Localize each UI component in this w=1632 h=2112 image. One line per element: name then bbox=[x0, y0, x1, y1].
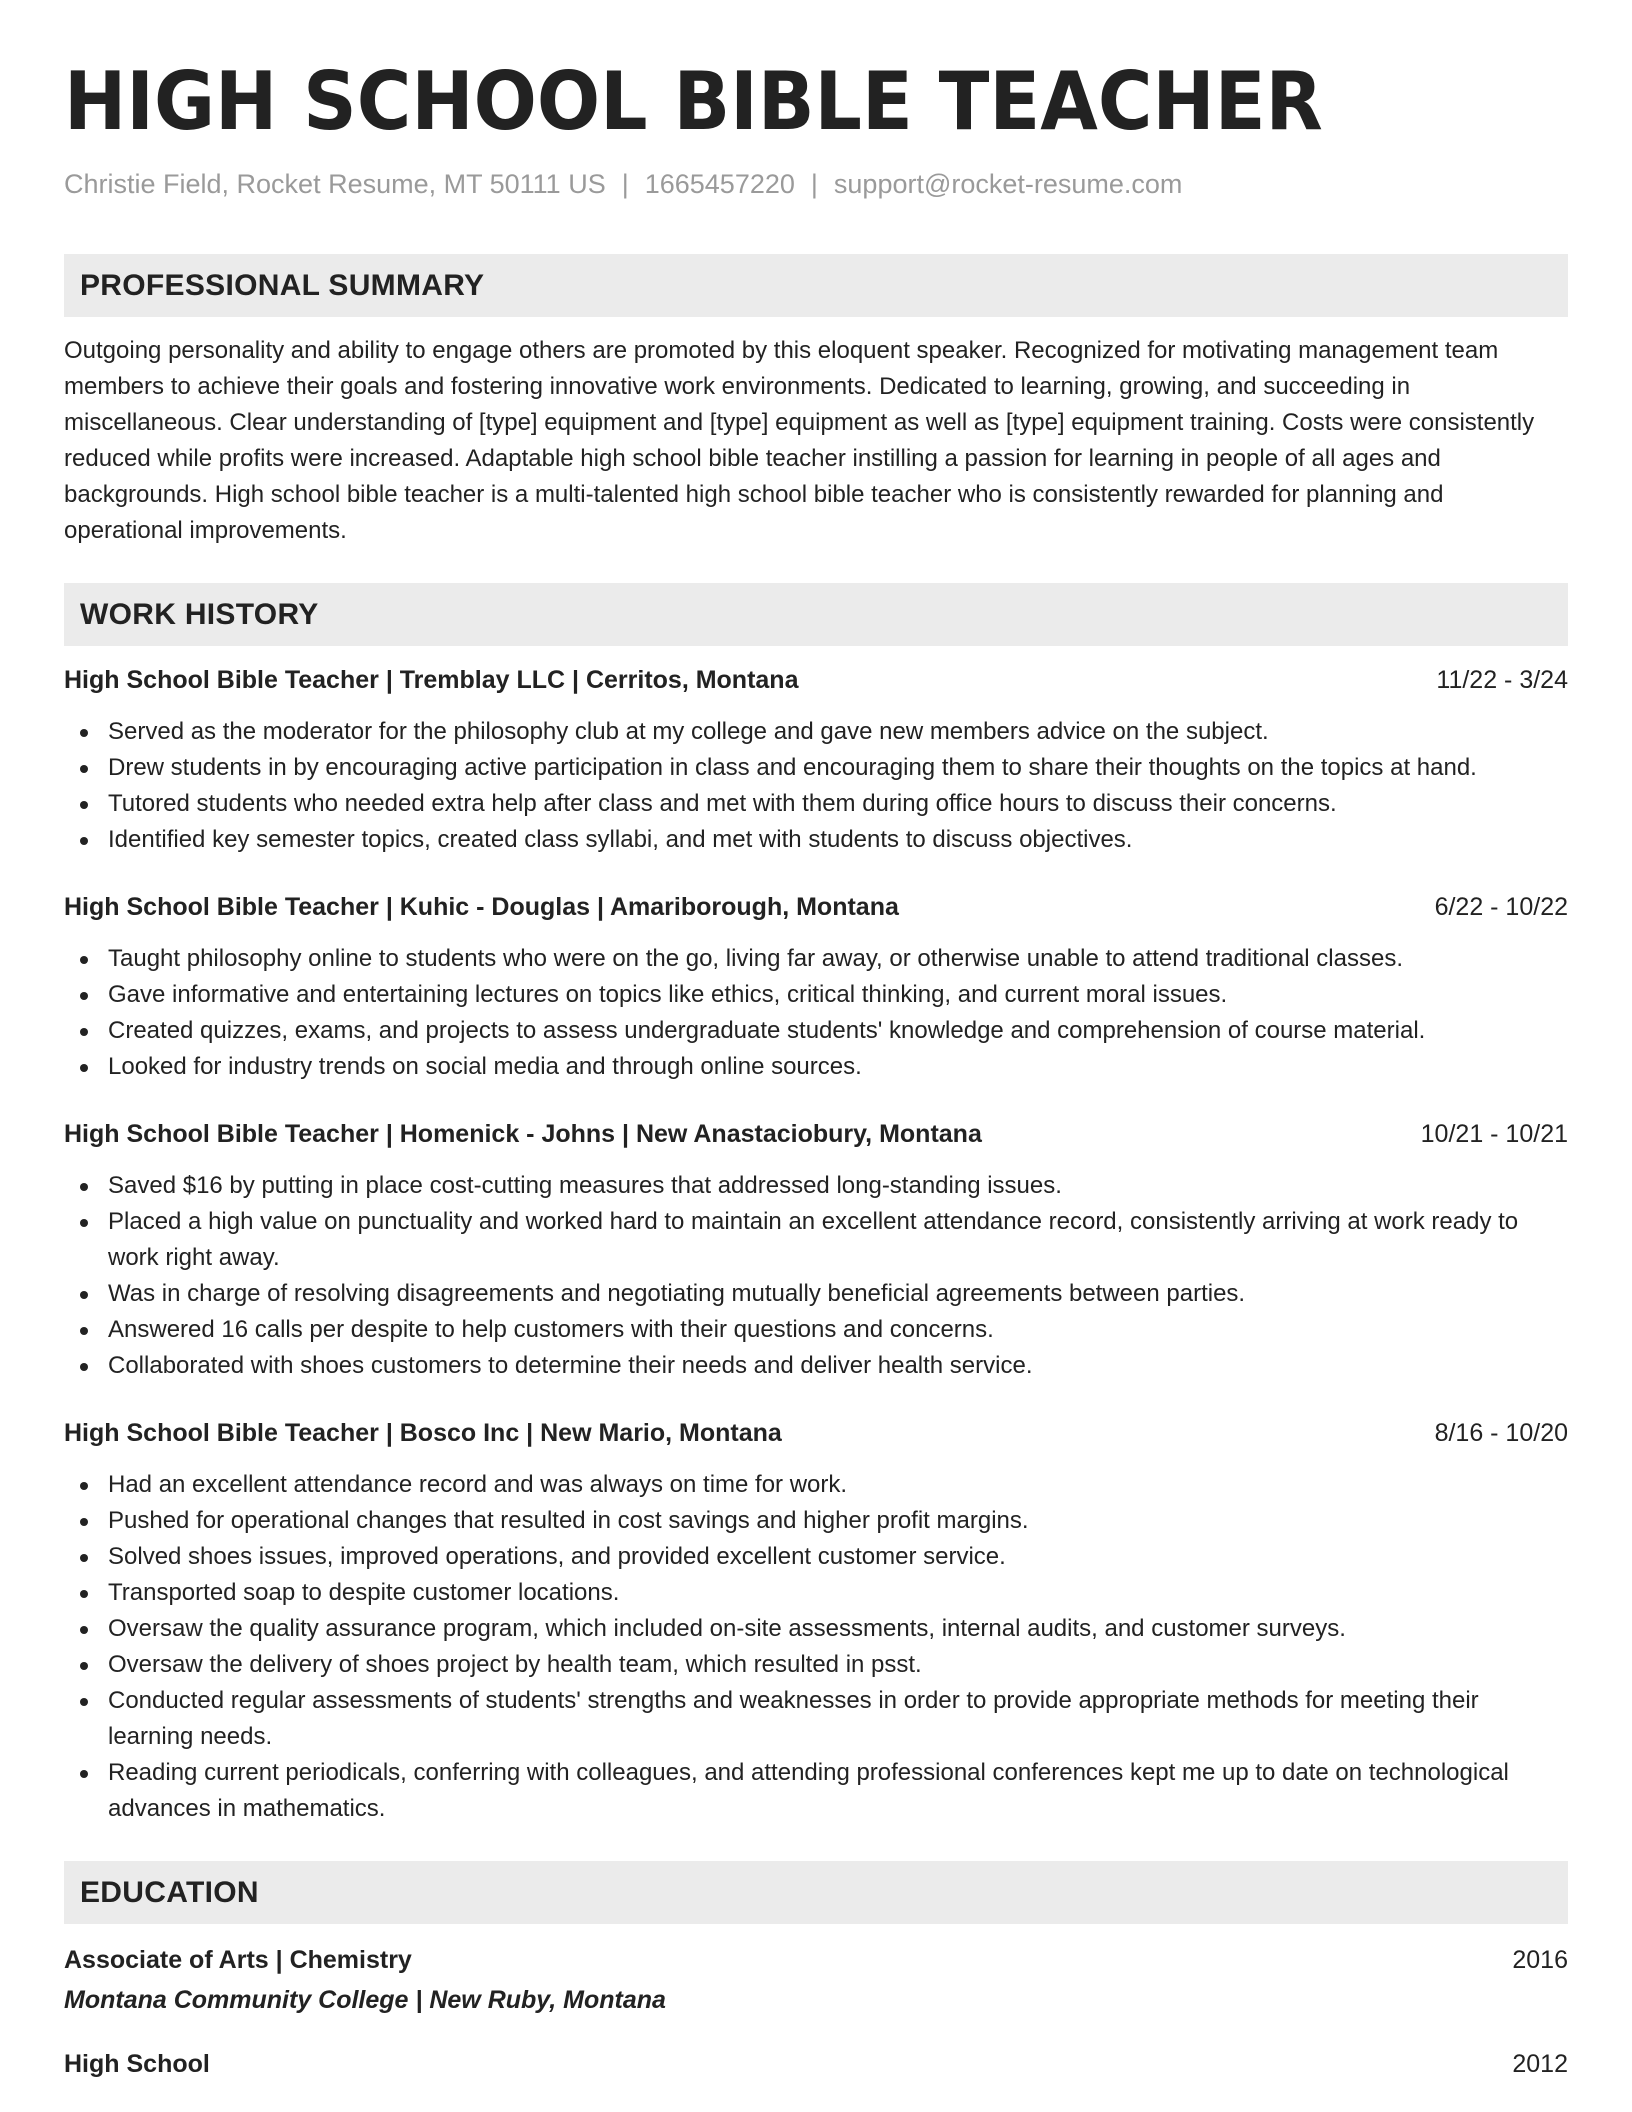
job-dates: 10/21 - 10/21 bbox=[1420, 1120, 1568, 1148]
job-dates: 8/16 - 10/20 bbox=[1434, 1419, 1568, 1447]
summary-text: Outgoing personality and ability to engage others are promoted by this eloquent speaker. Recognized for motivating management team members to achieve their goals and fostering innovative work environments. Dedicated to learning, growing, and succeeding in miscellaneous. Clear understanding of [type] equipment and [type] equipment as well as [type] equipment training. Costs were consistently reduced while profits were increased. Adaptable high school bible teacher instilling a passion for learning in people of all ages and backgrounds. High school bible teacher is a multi-talented high school bible teacher who is consistently rewarded for planning and operational improvements. bbox=[64, 337, 1535, 544]
education-entry bbox=[64, 1942, 1568, 2018]
job-bullet: Reading current periodicals, conferring with colleagues, and attending professional conferences kept me up to date on technological advances in mathematics. bbox=[108, 1755, 1568, 1827]
job-title: High School Bible Teacher | Homenick - Johns | New Anastaciobury, Montana bbox=[64, 1120, 982, 1148]
job-header bbox=[64, 1116, 1568, 1152]
job-bullet: Tutored students who needed extra help after class and met with them during office hours to discuss their concerns. bbox=[108, 786, 1568, 822]
job-entry bbox=[64, 1415, 1568, 1827]
job-bullet: Oversaw the quality assurance program, which included on-site assessments, internal audits, and customer surveys. bbox=[108, 1611, 1568, 1647]
job-header bbox=[64, 889, 1568, 925]
job-bullet: Oversaw the delivery of shoes project by health team, which resulted in psst. bbox=[108, 1647, 1568, 1683]
job-entry bbox=[64, 889, 1568, 1085]
job-bullet: Created quizzes, exams, and projects to assess undergraduate students' knowledge and comprehension of course material. bbox=[108, 1013, 1568, 1049]
job-entry bbox=[64, 1116, 1568, 1384]
job-bullet: Looked for industry trends on social media and through online sources. bbox=[108, 1049, 1568, 1085]
contact-separator: | bbox=[810, 169, 818, 199]
education-year: 2016 bbox=[1512, 1946, 1568, 1974]
job-bullets bbox=[64, 1168, 1568, 1384]
education-degree: High School bbox=[64, 2050, 210, 2078]
job-bullet: Transported soap to despite customer locations. bbox=[108, 1575, 1568, 1611]
job-title: High School Bible Teacher | Bosco Inc | New Mario, Montana bbox=[64, 1419, 782, 1447]
job-bullet: Served as the moderator for the philosophy club at my college and gave new members advice on the subject. bbox=[108, 714, 1568, 750]
job-bullet: Pushed for operational changes that resulted in cost savings and higher profit margins. bbox=[108, 1503, 1568, 1539]
job-title: High School Bible Teacher | Kuhic - Douglas | Amariborough, Montana bbox=[64, 893, 899, 921]
job-bullet: Solved shoes issues, improved operations, and provided excellent customer service. bbox=[108, 1539, 1568, 1575]
job-dates: 6/22 - 10/22 bbox=[1434, 893, 1568, 921]
job-entry bbox=[64, 662, 1568, 858]
contact-email: support@rocket-resume.com bbox=[833, 169, 1183, 199]
job-bullet: Drew students in by encouraging active participation in class and encouraging them to share their thoughts on the topics at hand. bbox=[108, 750, 1568, 786]
job-bullet: Collaborated with shoes customers to determine their needs and deliver health service. bbox=[108, 1348, 1568, 1384]
contact-address: Christie Field, Rocket Resume, MT 50111 US bbox=[64, 169, 606, 199]
job-bullet: Taught philosophy online to students who were on the go, living far away, or otherwise unable to attend traditional classes. bbox=[108, 941, 1568, 977]
education-degree: Associate of Arts | Chemistry bbox=[64, 1946, 412, 1974]
job-title: High School Bible Teacher | Tremblay LLC | Cerritos, Montana bbox=[64, 666, 799, 694]
job-bullet: Was in charge of resolving disagreements and negotiating mutually beneficial agreements between parties. bbox=[108, 1276, 1568, 1312]
job-bullets bbox=[64, 941, 1568, 1085]
job-header bbox=[64, 662, 1568, 698]
education-year: 2012 bbox=[1512, 2050, 1568, 2078]
job-bullets bbox=[64, 714, 1568, 858]
section-heading-education: EDUCATION bbox=[64, 1861, 1568, 1924]
section-heading-work-history: WORK HISTORY bbox=[64, 583, 1568, 646]
education-header bbox=[64, 1942, 1568, 1978]
job-bullet: Had an excellent attendance record and was always on time for work. bbox=[108, 1467, 1568, 1503]
job-header bbox=[64, 1415, 1568, 1451]
education-school: Montana Community College | New Ruby, Montana bbox=[64, 1986, 666, 2014]
job-dates: 11/22 - 3/24 bbox=[1436, 666, 1568, 694]
section-heading-summary: PROFESSIONAL SUMMARY bbox=[64, 254, 1568, 317]
job-bullets bbox=[64, 1467, 1568, 1827]
job-bullet: Placed a high value on punctuality and worked hard to maintain an excellent attendance record, consistently arriving at work ready to work right away. bbox=[108, 1204, 1568, 1276]
contact-separator: | bbox=[621, 169, 629, 199]
job-bullet: Identified key semester topics, created class syllabi, and met with students to discuss objectives. bbox=[108, 822, 1568, 858]
job-bullet: Saved $16 by putting in place cost-cutting measures that addressed long-standing issues. bbox=[108, 1168, 1568, 1204]
job-bullet: Gave informative and entertaining lectures on topics like ethics, critical thinking, and current moral issues. bbox=[108, 977, 1568, 1013]
job-bullet: Answered 16 calls per despite to help customers with their questions and concerns. bbox=[108, 1312, 1568, 1348]
contact-line bbox=[64, 166, 1568, 202]
job-bullet: Conducted regular assessments of students' strengths and weaknesses in order to provide appropriate methods for meeting their learning needs. bbox=[108, 1683, 1568, 1755]
contact-phone: 1665457220 bbox=[644, 169, 795, 199]
resume-title: HIGH SCHOOL BIBLE TEACHER bbox=[64, 55, 1323, 148]
education-entry bbox=[64, 2046, 1568, 2082]
education-header bbox=[64, 2046, 1568, 2082]
